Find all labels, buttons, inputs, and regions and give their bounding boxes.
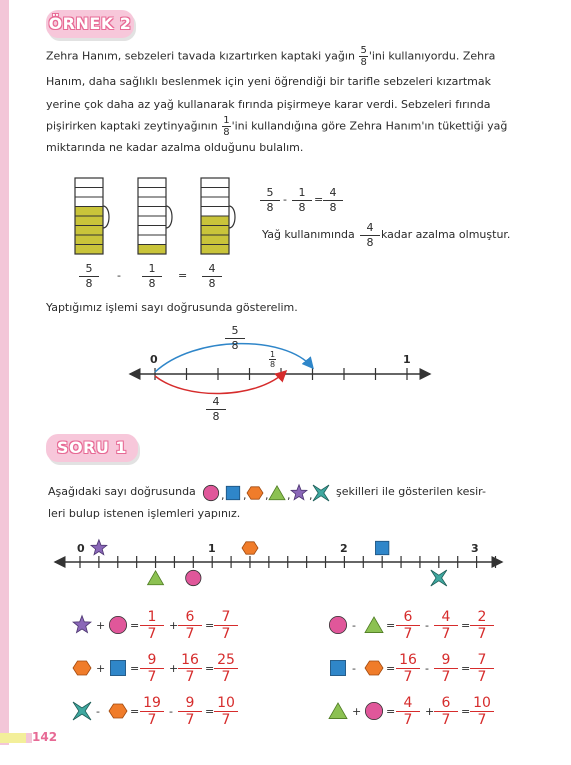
bowtie-icon	[73, 702, 91, 720]
example-paragraph-line-2: Hanım, daha sağlıklı beslenmek için yeni öğrendiği bir tarifle sebzeleri kızartmak	[46, 75, 491, 88]
example-paragraph-line-4: pişirirken kaptaki zeytinyağının $\frac{1}{8}$ 'ini kullandığına göre Zehra Hanım'ın tükettiği yağ	[46, 115, 508, 138]
equals-sign: =	[205, 705, 215, 718]
tick-label-one-eighth: $\frac{1}{8}$	[270, 350, 276, 369]
star-icon	[91, 540, 107, 555]
question-number-line	[50, 535, 510, 595]
result-text-a: Yağ kullanımında	[262, 228, 355, 241]
answer-fraction-result: 25 7	[214, 652, 238, 685]
bowtie-icon	[431, 570, 447, 586]
equals-sign: =	[205, 619, 215, 632]
answer-fraction-1: 9 7	[140, 652, 164, 685]
operation-shapes	[328, 693, 388, 733]
operation-shapes	[72, 650, 132, 690]
fraction-one-eighth: $\frac{1}{8}$	[223, 115, 230, 138]
blue-arc-label: 5 8	[225, 324, 245, 353]
answer-fraction-2: 4 7	[434, 609, 458, 642]
operation-sign: -	[96, 705, 100, 718]
eq-equals-sign: =	[314, 193, 324, 206]
oil-jar	[138, 178, 172, 254]
question-shapes-legend	[202, 482, 332, 504]
equals-sign: =	[461, 662, 471, 675]
triangle-icon	[269, 486, 285, 500]
operation-row	[72, 693, 272, 733]
result-text-b: kadar azalma olmuştur.	[381, 228, 511, 241]
circle-icon	[186, 570, 201, 585]
equals-sign: =	[205, 662, 215, 675]
question-intro-b: şekilleri ile gösterilen kesir-	[336, 485, 486, 498]
example-line-one: 1	[403, 353, 411, 366]
square-icon	[330, 660, 345, 675]
hexagon-icon	[365, 661, 383, 675]
eq-minus-sign: -	[283, 193, 287, 206]
answer-fraction-2: 6 7	[434, 695, 458, 728]
eq-fraction-five-eighths: 5 8	[260, 186, 280, 215]
eq-fraction-one-eighth: 1 8	[292, 186, 312, 215]
number-line-intro: Yaptığımız işlemi sayı doğrusunda gösterelim.	[46, 301, 298, 314]
red-arc-label: 4 8	[206, 395, 226, 424]
operation-sign: -	[425, 619, 429, 632]
operation-row	[72, 607, 272, 647]
answer-fraction-2: 9 7	[178, 695, 202, 728]
answer-fraction-1: 16 7	[396, 652, 420, 685]
answer-fraction-result: 10 7	[214, 695, 238, 728]
answer-fraction-result: 7 7	[214, 609, 238, 642]
line-label-3: 3	[471, 542, 479, 555]
question-badge: SORU 1	[46, 434, 138, 462]
equals-sign: =	[461, 619, 471, 632]
oil-jar	[201, 178, 235, 254]
triangle-icon	[329, 703, 347, 719]
equals-sign: =	[130, 619, 140, 632]
triangle-icon	[365, 617, 383, 633]
fraction-five-eighths: $\frac{5}{8}$	[360, 45, 367, 68]
jar-fraction-one-eighth: 1 8	[142, 262, 162, 291]
answer-fraction-2: 16 7	[178, 652, 202, 685]
star-icon	[73, 616, 91, 633]
answer-fraction-2: 9 7	[434, 652, 458, 685]
circle-icon	[109, 616, 126, 633]
operation-sign: -	[425, 662, 429, 675]
operation-shapes	[328, 650, 388, 690]
footer-bar	[0, 733, 26, 743]
jar-fraction-five-eighths: 5 8	[79, 262, 99, 291]
bowtie-icon	[313, 485, 329, 501]
operation-sign: +	[169, 619, 179, 632]
jar-fraction-four-eighths: 4 8	[202, 262, 222, 291]
answer-fraction-result: 2 7	[470, 609, 494, 642]
legend-separator: ,	[243, 489, 247, 502]
operation-sign: -	[352, 662, 356, 675]
oil-jar	[75, 178, 109, 254]
hexagon-icon	[242, 542, 258, 554]
equals-sign: =	[386, 662, 396, 675]
operation-shapes	[328, 607, 388, 647]
operation-sign: +	[425, 705, 435, 718]
equals-sign: =	[130, 662, 140, 675]
example-paragraph-line-5: miktarında ne kadar azalma olduğunu bulalım.	[46, 141, 304, 154]
line-label-0: 0	[77, 542, 85, 555]
operation-sign: +	[169, 662, 179, 675]
example-badge: ÖRNEK 2	[46, 10, 134, 38]
answer-fraction-1: 6 7	[396, 609, 420, 642]
jar-equals-sign: =	[178, 269, 188, 282]
result-fraction-four-eighths: 4 8	[360, 221, 380, 250]
operation-row	[328, 650, 528, 690]
circle-icon	[365, 702, 382, 719]
question-intro-a: Aşağıdaki sayı doğrusunda	[48, 485, 196, 498]
example-paragraph-line-3: yerine çok daha az yağ kullanarak fırında pişirmeye karar verdi. Sebzeleri fırında	[46, 98, 491, 111]
operation-sign: -	[169, 705, 173, 718]
operation-shapes	[72, 607, 132, 647]
answer-fraction-result: 10 7	[470, 695, 494, 728]
answer-fraction-1: 19 7	[140, 695, 164, 728]
legend-separator: ,	[221, 489, 225, 502]
star-icon	[291, 485, 307, 500]
oil-jars-illustration	[60, 172, 250, 257]
circle-icon	[329, 616, 346, 633]
operation-row	[72, 650, 272, 690]
jar-minus-sign: -	[117, 269, 121, 282]
hexagon-icon	[247, 487, 263, 499]
left-margin-bar	[0, 0, 9, 745]
equals-sign: =	[461, 705, 471, 718]
operation-sign: +	[96, 662, 106, 675]
legend-separator: ,	[265, 489, 269, 502]
square-icon	[375, 541, 388, 554]
example-line-zero: 0	[150, 353, 158, 366]
line-label-1: 1	[208, 542, 216, 555]
operation-sign: +	[96, 619, 106, 632]
equals-sign: =	[386, 705, 396, 718]
triangle-icon	[148, 571, 164, 585]
operation-shapes	[72, 693, 132, 733]
answer-fraction-1: 4 7	[396, 695, 420, 728]
line-label-2: 2	[340, 542, 348, 555]
operation-row	[328, 693, 528, 733]
square-icon	[226, 486, 239, 499]
eq-fraction-four-eighths: 4 8	[323, 186, 343, 215]
circle-icon	[203, 485, 218, 500]
page-number: 142	[32, 730, 58, 744]
legend-separator: ,	[309, 489, 313, 502]
example-number-line	[125, 320, 435, 430]
equals-sign: =	[386, 619, 396, 632]
answer-fraction-1: 1 7	[140, 609, 164, 642]
legend-separator: ,	[287, 489, 291, 502]
example-paragraph-line-1: Zehra Hanım, sebzeleri tavada kızartırken kaptaki yağın $\frac{5}{8}$ 'ini kullanıyordu. Zehra	[46, 45, 496, 68]
square-icon	[110, 660, 125, 675]
hexagon-icon	[109, 704, 127, 718]
hexagon-icon	[73, 661, 91, 675]
answer-fraction-result: 7 7	[470, 652, 494, 685]
operation-sign: +	[352, 705, 362, 718]
answer-fraction-2: 6 7	[178, 609, 202, 642]
question-intro-c: leri bulup istenen işlemleri yapınız.	[48, 507, 241, 520]
operation-row	[328, 607, 528, 647]
equals-sign: =	[130, 705, 140, 718]
operation-sign: -	[352, 619, 356, 632]
